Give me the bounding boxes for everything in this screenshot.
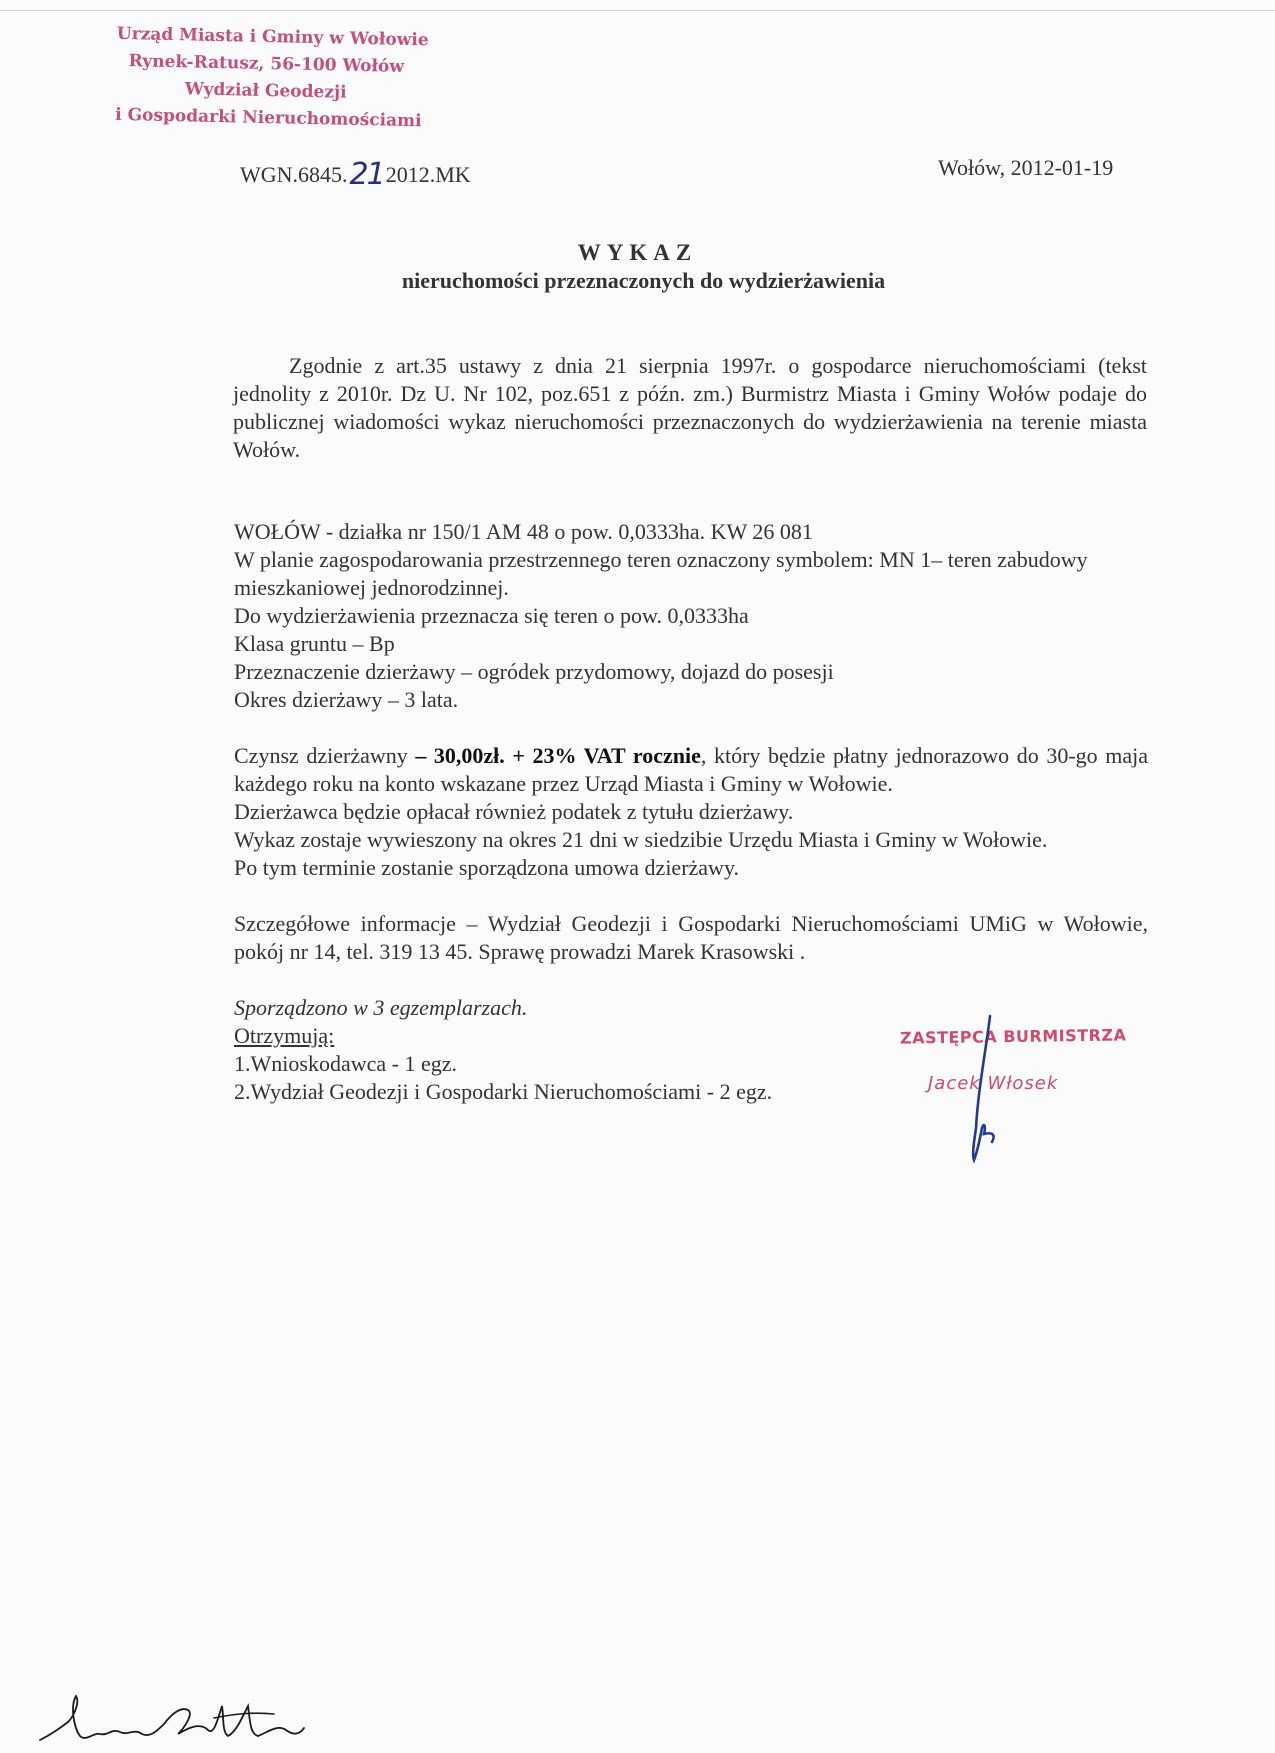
reference-prefix: WGN.6845. [240,162,348,187]
rent-tax: Dzierżawca będzie opłacał również podatek z tytułu dzierżawy. [234,799,794,824]
property-line-1: WOŁÓW - działka nr 150/1 AM 48 o pow. 0,0333ha. KW 26 081 [234,519,813,544]
title-block [0,240,1275,294]
copies-note: Sporządzono w 3 egzemplarzach. [234,995,528,1020]
document-body [234,518,1148,1106]
intro-paragraph [233,352,1147,464]
stamp-line-2: Rynek-Ratusz, 56-100 Wołów [128,51,405,77]
rent-prefix: Czynsz dzierżawny [234,743,416,768]
reference-number [240,155,471,190]
recipients-label-text: Otrzymują: [234,1023,335,1048]
document-title: WYKAZ [577,240,698,265]
stamp-line-1: Urząd Miasta i Gminy w Wołowie [116,23,429,51]
document-date: Wołów, 2012-01-19 [938,155,1114,180]
reference-handwritten-number: 21 [349,157,384,192]
stamp-line-3: Wydział Geodezji [184,79,347,103]
deputy-mayor-stamp [898,1025,1138,1165]
rent-suffix: , który będzie płatny jednorazowo do 30-go maja każdego roku na konto wskazane przez Urząd Miasta i Gminy w Wołowie. [234,743,1149,796]
seal-name: Jacek Włosek [928,1073,1059,1094]
property-line-5: Przeznaczenie dzierżawy – ogródek przydomowy, dojazd do posesji [234,659,834,684]
posting-period: Wykaz zostaje wywieszony na okres 21 dni w siedzibie Urzędu Miasta i Gminy w Wołowie. [234,827,1048,852]
rent-amount: – 30,00zł. + 23% VAT rocznie [415,743,701,768]
reference-suffix: 2012.MK [385,162,471,187]
property-line-6: Okres dzierżawy – 3 lata. [234,687,459,712]
recipient-2: 2.Wydział Geodezji i Gospodarki Nieruchomościami - 2 egz. [234,1079,773,1104]
property-line-3: Do wydzierżawienia przeznacza się teren o pow. 0,0333ha [234,603,749,628]
stamp-line-4: i Gospodarki Nieruchomościami [114,104,422,132]
property-line-2: W planie zagospodarowania przestrzennego teren oznaczony symbolem: MN 1– teren zabudowy mieszkaniowej jednorodzinnej. [234,547,1088,600]
scan-top-edge [0,10,1275,11]
intro-text: Zgodnie z art.35 ustawy z dnia 21 sierpnia 1997r. o gospodarce nieruchomościami (tekst jednolity z 2010r. Dz U. Nr 102, poz.651 z późn. zm.) Burmistrz Miasta i Gminy Wołów podaje do publicznej wiadomości wykaz nieruchomości przeznaczonych do wydzierżawienia na terenie miasta Wołów. [233,353,1147,462]
document-subtitle: nieruchomości przeznaczonych do wydzierżawienia [401,268,886,293]
contact-info: Szczegółowe informacje – Wydział Geodezji i Gospodarki Nieruchomościami UMiG w Wołowie, pokój nr 14, tel. 319 13 45. Sprawę prowadzi Marek Krasowski . [234,911,1148,964]
signature-mark [956,1010,1006,1170]
handwritten-initials [38,1688,308,1748]
seal-title: ZASTĘPCA BURMISTRZA [899,1025,1127,1048]
office-stamp [114,21,429,135]
recipient-1: 1.Wnioskodawca - 1 egz. [234,1051,457,1076]
property-line-4: Klasa gruntu – Bp [234,631,395,656]
contract-note: Po tym terminie zostanie sporządzona umowa dzierżawy. [234,855,740,880]
rent-paragraph [234,742,1148,798]
